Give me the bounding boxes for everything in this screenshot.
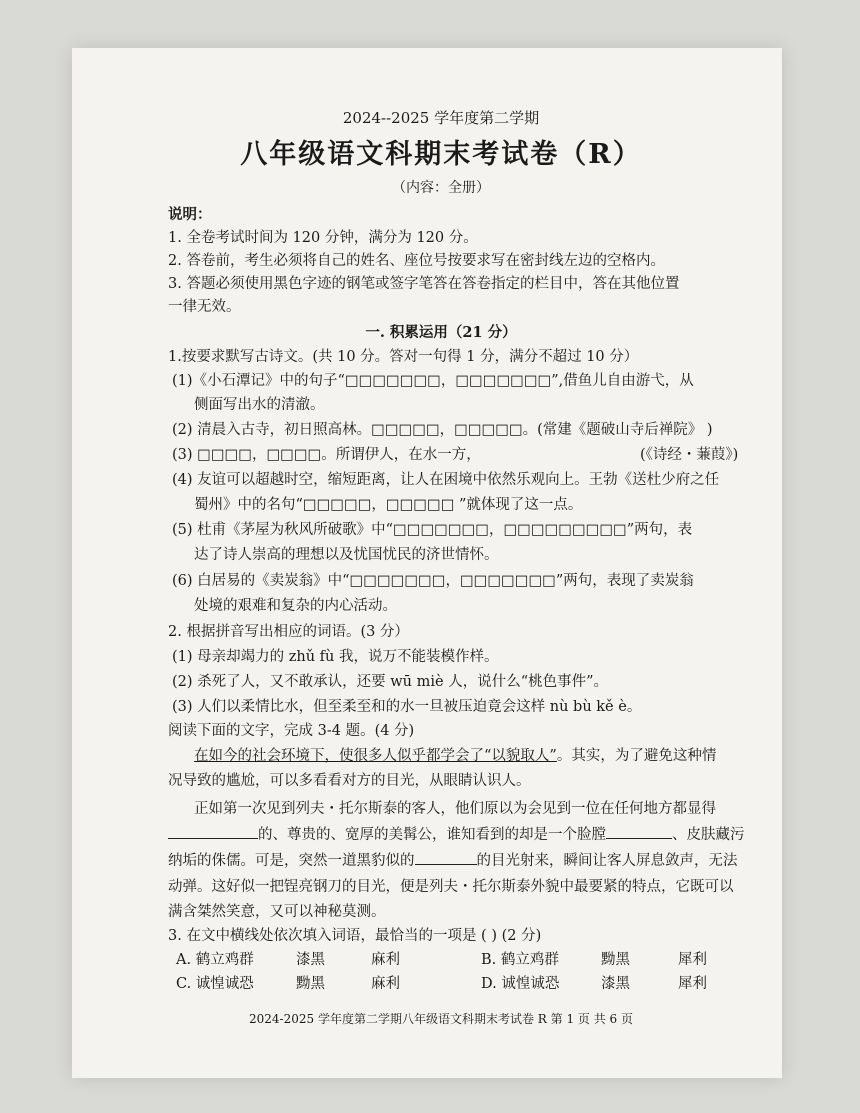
blank-1[interactable] — [168, 823, 258, 839]
year-term: 2024--2025 学年度第二学期 — [342, 109, 540, 127]
passage-p2-line2-text-b: 、皮肤藏污 — [672, 827, 745, 843]
q1-5-line1: (5) 杜甫《茅屋为秋风所破歌》中“□□□□□□□，□□□□□□□□□”两句，表 — [172, 522, 693, 538]
q2-1: (1) 母亲却竭力的 zhǔ fù 我，说万不能装模作样。 — [172, 649, 499, 665]
q3-option-a-label[interactable]: A. 鹤立鸡群 — [176, 952, 254, 968]
q1-4-line1: (4) 友谊可以超越时空，缩短距离，让人在困境中依然乐观向上。王勃《送杜少府之任 — [172, 472, 720, 488]
q3-option-a-word3: 麻利 — [371, 952, 400, 968]
q1-1-line2: 侧面写出水的清澈。 — [194, 397, 325, 413]
passage-underlined-sentence: 在如今的社会环境下，使很多人似乎都学会了“以貌取人” — [194, 748, 557, 764]
passage-p2-line2 — [168, 823, 745, 844]
q1-1-line1: (1)《小石潭记》中的句子“□□□□□□□，□□□□□□□”,借鱼儿自由游弋，从 — [172, 373, 694, 389]
passage-p1-line1 — [194, 744, 716, 765]
passage-p2-line2-text-a: 的、尊贵的、宽厚的美髯公，谁知看到的却是一个脸膛 — [258, 827, 606, 843]
q3-option-d-label[interactable]: D. 诚惶诚恐 — [481, 976, 560, 992]
q1-3: (3) □□□□，□□□□。所谓伊人，在水一方， — [172, 447, 481, 463]
passage-p2-line4: 动弹。这好似一把锃亮钢刀的目光，便是列夫・托尔斯泰外貌中最要紧的特点，它既可以 — [168, 879, 734, 895]
q3-stem: 3. 在文中横线处依次填入词语，最恰当的一项是 ( ) (2 分) — [168, 928, 542, 944]
passage-p2-line3-text-a: 纳垢的侏儒。可是，突然一道黑豹似的 — [168, 853, 415, 869]
q1-6-line1: (6) 白居易的《卖炭翁》中“□□□□□□□，□□□□□□□”两句，表现了卖炭翁 — [172, 573, 694, 589]
section-heading: 一. 积累运用（21 分） — [365, 324, 517, 341]
page-footer: 2024-2025 学年度第二学期八年级语文科期末考试卷 R 第 1 页 共 6 页 — [249, 1012, 633, 1026]
q1-5-line2: 达了诗人崇高的理想以及忧国忧民的济世情怀。 — [194, 547, 499, 563]
q2-3: (3) 人们以柔情比水，但至柔至和的水一旦被压迫竟会这样 nù bù kě è。 — [172, 699, 642, 715]
q3-option-b-word3: 犀利 — [678, 952, 707, 968]
q2-2: (2) 杀死了人，又不敢承认，还要 wū miè 人，说什么“桃色事件”。 — [172, 674, 609, 690]
q2-stem: 2. 根据拼音写出相应的词语。(3 分） — [168, 624, 409, 640]
passage-p2-line3-text-b: 的目光射来，瞬间让客人屏息敛声，无法 — [476, 853, 738, 869]
q1-2: (2) 清晨入古寺，初日照高林。□□□□□，□□□□□。(常建《题破山寺后禅院》 ) — [172, 422, 713, 438]
q1-stem: 1.按要求默写古诗文。(共 10 分。答对一句得 1 分，满分不超过 10 分） — [168, 349, 639, 365]
q3-option-d-word2: 漆黑 — [601, 976, 630, 992]
q1-4-line2: 蜀州》中的名句“□□□□□，□□□□□ ”就体现了这一点。 — [194, 497, 583, 513]
instruction-3-line1: 3. 答题必须使用黑色字迹的钢笔或签字笔答在答卷指定的栏目中，答在其他位置 — [168, 276, 680, 292]
instructions-heading: 说明： — [168, 206, 212, 223]
q3-option-c-word3: 麻利 — [371, 976, 400, 992]
q1-3-source: (《诗经・蒹葭》) — [640, 447, 739, 463]
passage-p2-line3 — [168, 849, 738, 870]
passage-p1-rest: 。其实，为了避免这种情 — [556, 748, 717, 764]
reading-stem: 阅读下面的文字，完成 3-4 题。(4 分) — [168, 723, 415, 739]
q3-option-c-label[interactable]: C. 诚惶诚恐 — [176, 976, 254, 992]
passage-p2-line1: 正如第一次见到列夫・托尔斯泰的客人，他们原以为会见到一位在任何地方都显得 — [194, 801, 716, 817]
instruction-2: 2. 答卷前，考生必须将自己的姓名、座位号按要求写在密封线左边的空格内。 — [168, 253, 665, 269]
instruction-1: 1. 全卷考试时间为 120 分钟，满分为 120 分。 — [168, 230, 478, 246]
passage-p2-line5: 满含桀然笑意，又可以神秘莫测。 — [168, 904, 386, 920]
page-subtitle: （内容：全册） — [392, 180, 490, 196]
q1-6-line2: 处境的艰难和复杂的内心活动。 — [194, 598, 397, 614]
q3-option-a-word2: 漆黑 — [296, 952, 325, 968]
blank-2[interactable] — [606, 823, 672, 839]
q3-option-d-word3: 犀利 — [678, 976, 707, 992]
q3-option-c-word2: 黝黑 — [296, 976, 325, 992]
page-title: 八年级语文科期末考试卷（R） — [240, 139, 642, 170]
blank-3[interactable] — [415, 849, 477, 865]
q3-option-b-label[interactable]: B. 鹤立鸡群 — [481, 952, 559, 968]
q3-option-b-word2: 黝黑 — [601, 952, 630, 968]
instruction-3-line2: 一律无效。 — [168, 299, 241, 315]
passage-p1-line2: 况导致的尴尬，可以多看看对方的目光，从眼睛认识人。 — [168, 773, 531, 789]
